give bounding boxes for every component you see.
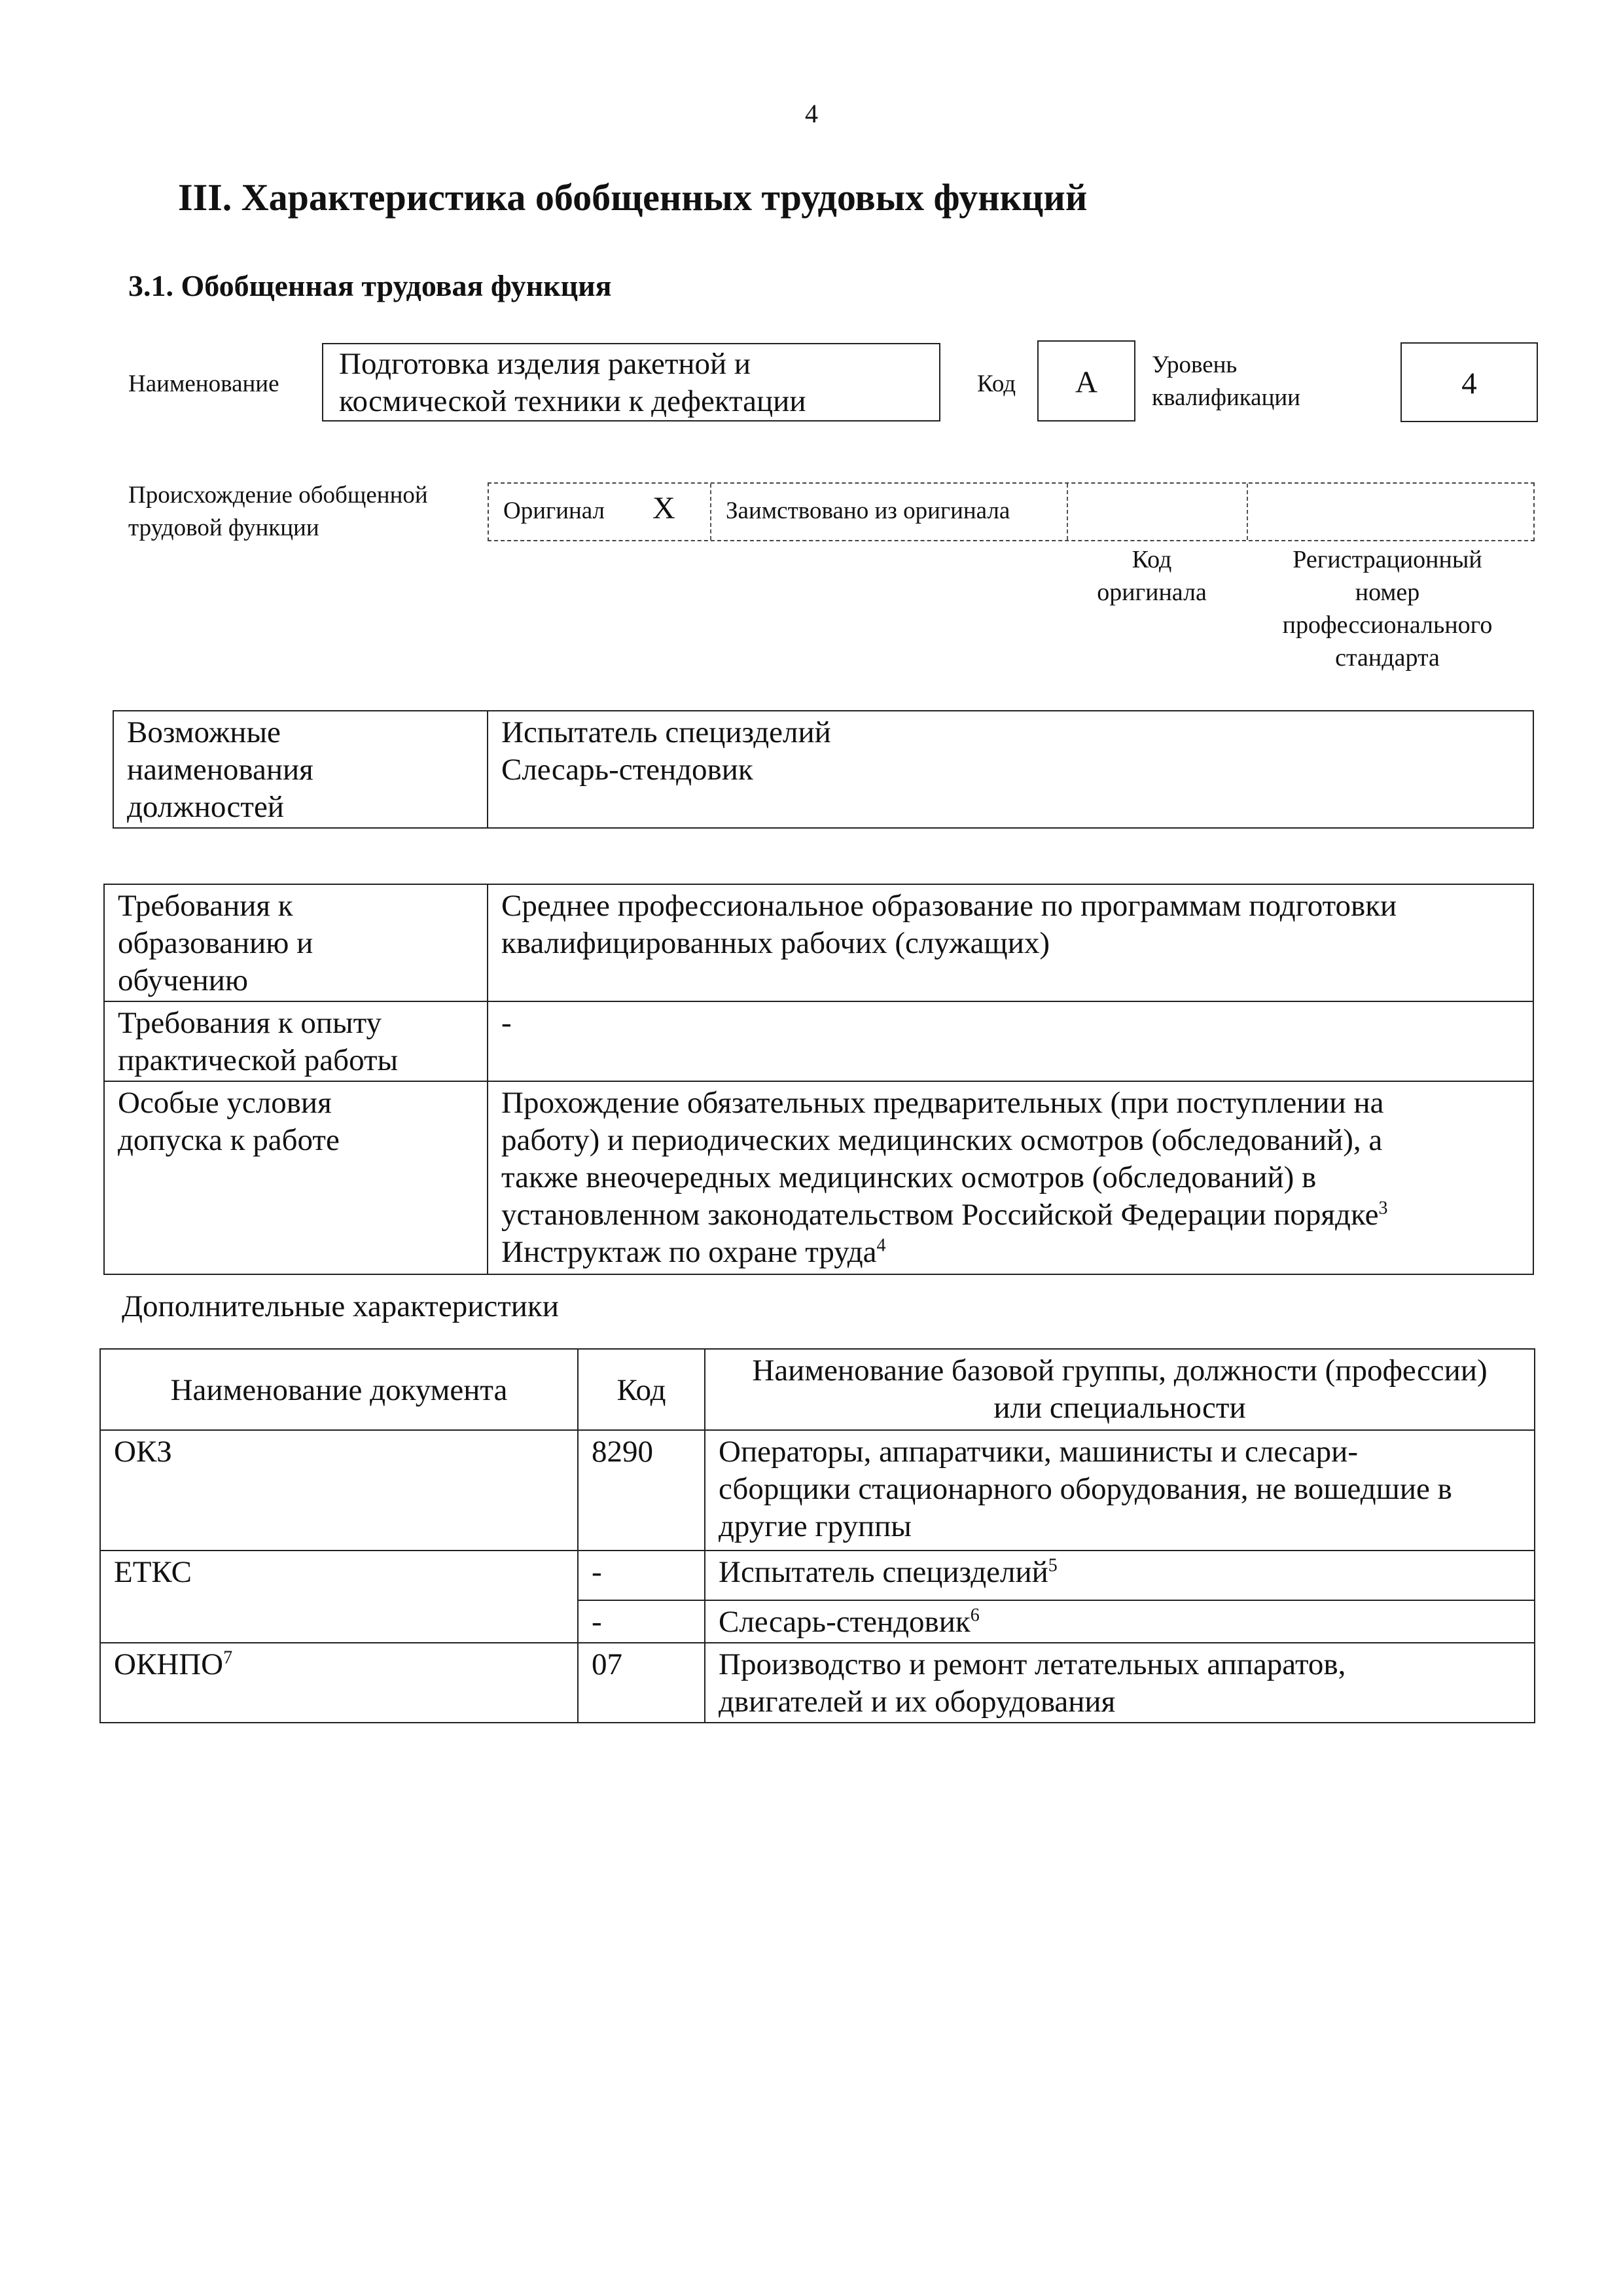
header-name-1: Наименование базовой группы, должности (профессии): [752, 1354, 1488, 1388]
origin-borrowed-label: Заимствовано из оригинала: [726, 497, 1010, 524]
positions-label-cell: [113, 711, 488, 828]
section-title: III. Характеристика обобщенных трудовых функций: [178, 176, 1088, 219]
header-doc: Наименование документа: [170, 1372, 508, 1407]
origin-original-mark: X: [652, 491, 675, 526]
doc-etks: ЕТКС: [114, 1555, 192, 1589]
header-name-2: или специальности: [993, 1391, 1246, 1425]
footnote-ref-6: 6: [970, 1605, 980, 1626]
origin-code-cell: [1068, 484, 1248, 540]
education-label-2: образованию и: [118, 926, 313, 960]
experience-row: [104, 1001, 1533, 1081]
code-cell: [578, 1430, 705, 1551]
conditions-value-3: также внеочередных медицинских осмотров (обследований) в: [501, 1160, 1317, 1194]
footnote-ref-7: 7: [223, 1647, 233, 1668]
additional-title: Дополнительные характеристики: [122, 1289, 559, 1323]
conditions-value-1: Прохождение обязательных предварительных (при поступлении на: [501, 1086, 1384, 1120]
gtf-level-label: [1152, 349, 1300, 414]
conditions-value-5-text: Инструктаж по охране труда: [501, 1235, 877, 1269]
experience-label-2: практической работы: [118, 1043, 399, 1077]
subsection-title: 3.1. Обобщенная трудовая функция: [128, 269, 612, 302]
conditions-value-2: работу) и периодических медицинских осмотров (обследований), а: [501, 1123, 1383, 1157]
code-cell: [578, 1551, 705, 1600]
origin-reg-caption-1: Регистрационный: [1293, 546, 1482, 573]
additional-header-row: [100, 1349, 1535, 1430]
education-value-2: квалифицированных рабочих (служащих): [501, 926, 1050, 960]
gtf-level-box: [1400, 342, 1538, 422]
conditions-row: [104, 1081, 1533, 1274]
experience-value: -: [501, 1006, 512, 1040]
origin-reg-caption-4: стандарта: [1335, 644, 1440, 672]
name-etks-1: Испытатель специзделий: [719, 1555, 1048, 1589]
education-label-1: Требования к: [118, 889, 293, 923]
header-code: Код: [616, 1372, 666, 1407]
conditions-label-2: допуска к работе: [118, 1123, 340, 1157]
name-cell: [705, 1551, 1535, 1600]
header-doc-cell: [100, 1349, 578, 1430]
positions-label-2: наименования: [127, 753, 313, 787]
origin-label-2: трудовой функции: [128, 514, 319, 541]
doc-oknpo: ОКНПО: [114, 1647, 224, 1681]
experience-label-cell: [104, 1001, 488, 1081]
positions-label-3: должностей: [127, 790, 284, 824]
header-code-cell: [578, 1349, 705, 1430]
origin-label: [128, 479, 428, 545]
origin-code-caption-1: Код: [1132, 546, 1172, 573]
name-cell: [705, 1600, 1535, 1643]
origin-code-caption-2: оригинала: [1097, 579, 1207, 606]
origin-row: [488, 482, 1535, 541]
gtf-level-label-1: Уровень: [1152, 351, 1238, 378]
origin-code-caption: [1060, 543, 1243, 609]
education-value-cell: [488, 884, 1533, 1001]
experience-value-cell: [488, 1001, 1533, 1081]
code-etks-1: -: [592, 1555, 602, 1589]
education-label-cell: [104, 884, 488, 1001]
footnote-ref-5: 5: [1048, 1555, 1058, 1576]
name-okz-1: Операторы, аппаратчики, машинисты и слесари-: [719, 1435, 1358, 1469]
footnote-ref-4: 4: [876, 1235, 886, 1256]
origin-original-label: Оригинал: [503, 497, 605, 524]
name-cell: [705, 1643, 1535, 1723]
name-etks-2: Слесарь-стендовик: [719, 1605, 971, 1639]
positions-row: [113, 711, 1533, 828]
education-row: [104, 884, 1533, 1001]
origin-borrowed-cell: [711, 484, 1068, 540]
origin-reg-caption-3: профессионального: [1282, 611, 1493, 639]
code-okz: 8290: [592, 1435, 653, 1469]
doc-okz: ОКЗ: [114, 1435, 172, 1469]
conditions-value-cell: [488, 1081, 1533, 1274]
positions-value-1: Испытатель специзделий: [501, 715, 831, 749]
requirements-table: [103, 884, 1534, 1275]
code-oknpo: 07: [592, 1647, 622, 1681]
conditions-label-cell: [104, 1081, 488, 1274]
additional-table: [99, 1348, 1535, 1723]
origin-reg-cell: [1248, 484, 1533, 540]
education-label-3: обучению: [118, 963, 249, 997]
page-number: 4: [805, 99, 818, 128]
gtf-level-label-2: квалификации: [1152, 384, 1300, 411]
doc-cell: [100, 1551, 578, 1643]
name-oknpo-1: Производство и ремонт летательных аппаратов,: [719, 1647, 1346, 1681]
gtf-level-value: 4: [1461, 367, 1477, 401]
positions-value-2: Слесарь-стендовик: [501, 753, 753, 787]
code-etks-2: -: [592, 1605, 602, 1639]
gtf-code-label: Код: [977, 370, 1016, 397]
positions-table: [113, 710, 1534, 829]
doc-cell: [100, 1643, 578, 1723]
gtf-name-label: Наименование: [128, 370, 279, 397]
experience-label-1: Требования к опыту: [118, 1006, 382, 1040]
name-cell: [705, 1430, 1535, 1551]
origin-original-cell: [489, 484, 711, 540]
name-oknpo-2: двигателей и их оборудования: [719, 1685, 1116, 1719]
conditions-value-4: [501, 1196, 1520, 1234]
origin-label-1: Происхождение обобщенной: [128, 482, 428, 509]
gtf-name-line-1: Подготовка изделия ракетной и: [339, 347, 751, 381]
footnote-ref-3: 3: [1378, 1198, 1388, 1219]
code-cell: [578, 1600, 705, 1643]
education-value-1: Среднее профессиональное образование по программам подготовки: [501, 889, 1397, 923]
gtf-name-line-2: космической техники к дефектации: [339, 384, 806, 418]
table-row: [100, 1430, 1535, 1551]
gtf-name-box: [322, 343, 940, 422]
doc-cell: [100, 1430, 578, 1551]
table-row: [100, 1643, 1535, 1723]
positions-label-1: Возможные: [127, 715, 281, 749]
conditions-value-5: [501, 1234, 1520, 1271]
table-row: [100, 1551, 1535, 1600]
name-okz-3: другие группы: [719, 1509, 912, 1543]
gtf-code-box: [1037, 340, 1135, 422]
name-okz-2: сборщики стационарного оборудования, не вошедшие в: [719, 1472, 1452, 1506]
code-cell: [578, 1643, 705, 1723]
conditions-value-4-text: установленном законодательством Российской Федерации порядке: [501, 1198, 1379, 1232]
positions-value-cell: [488, 711, 1533, 828]
origin-reg-caption-2: номер: [1355, 579, 1420, 606]
header-name-cell: [705, 1349, 1535, 1430]
gtf-code-value: А: [1075, 365, 1097, 399]
origin-reg-caption: [1243, 543, 1531, 674]
conditions-label-1: Особые условия: [118, 1086, 332, 1120]
